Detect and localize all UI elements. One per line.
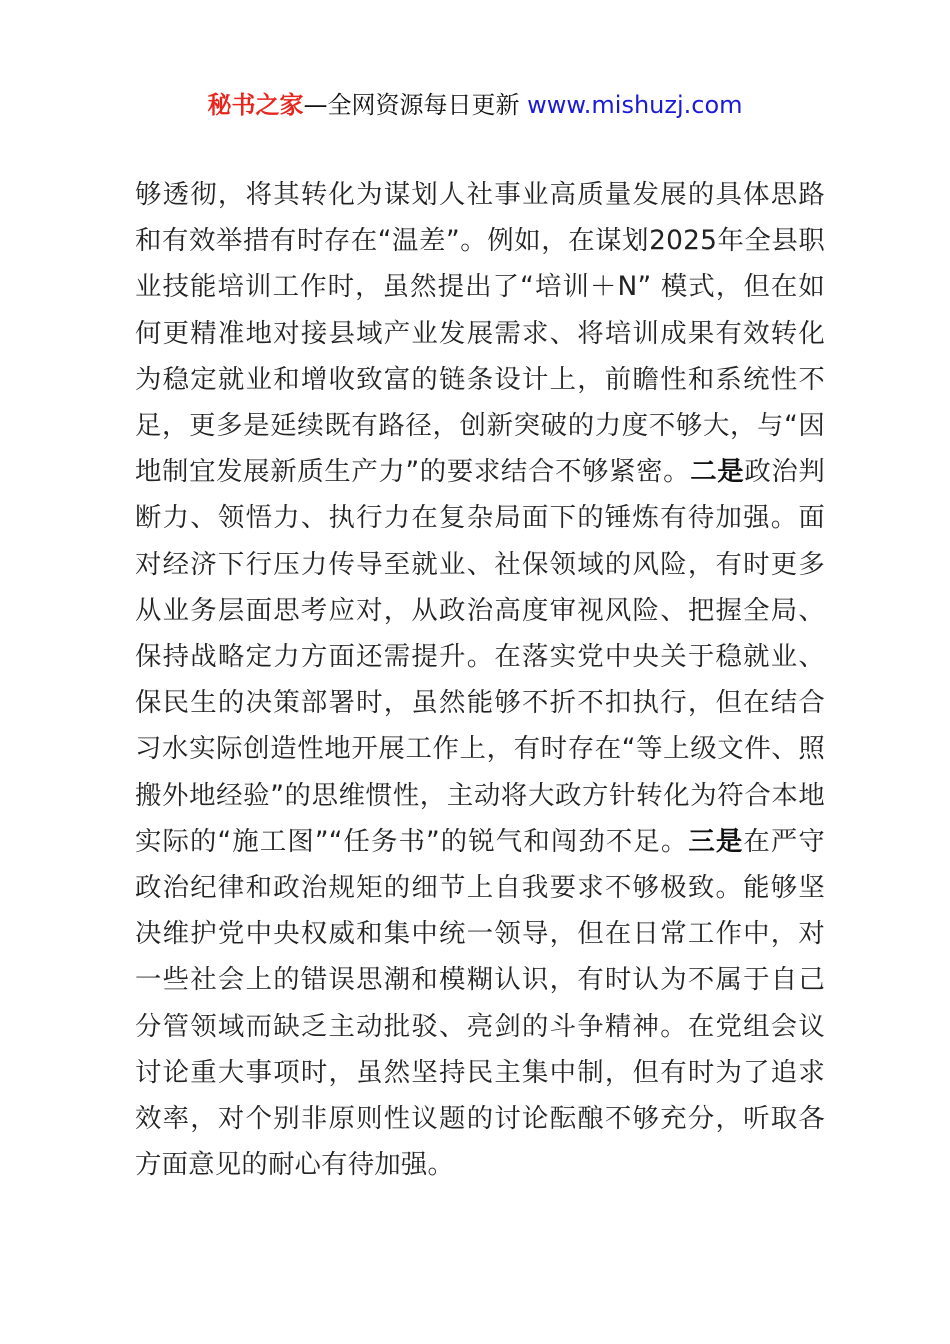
paragraph-segment-2: 政治判断力、领悟力、执行力在复杂局面下的锤炼有待加强。面对经济下行压力传导至就业、社保领域的风险，有时更多从业务层面思考应对，从政治高度审视风险、把握全局、保持战略定力方面还需提升。在落实党中央关于稳就业、保民生的决策部署时，虽然能够不折不扣执行，但在结合习水实际创造性地开展工作上，有时存在“等上级文件、照搬外地经验”的思维惯性，主动将大政方针转化为符合本地实际的“施工图”“任务书”的锐气和闯劲不足。 (135, 456, 825, 857)
site-url-link[interactable]: www.mishuzj.com (527, 91, 743, 119)
paragraph-segment-1: 够透彻，将其转化为谋划人社事业高质量发展的具体思路和有效举措有时存在“温差”。例如，在谋划2025年全县职业技能培训工作时，虽然提出了“培训＋N” 模式，但在如何更精准地对接县域产业发展需求、将培训成果有效转化为稳定就业和增收致富的链条设计上，前瞻性和系统性不足，更多是延续既有路径，创新突破的力度不够大，与“因地制宜发展新质生产力”的要求结合不够紧密。 (135, 179, 825, 488)
paragraph-segment-3: 在严守政治纪律和政治规矩的细节上自我要求不够极致。能够坚决维护党中央权威和集中统一领导，但在日常工作中，对一些社会上的错误思潮和模糊认识，有时认为不属于自己分管领域而缺乏主动批驳、亮剑的斗争精神。在党组会议讨论重大事项时，虽然坚持民主集中制，但有时为了追求效率，对个别非原则性议题的讨论酝酿不够充分，听取各方面意见的耐心有待加强。 (135, 825, 825, 1181)
brand-name: 秘书之家 (207, 91, 304, 119)
header-tagline: —全网资源每日更新 (303, 91, 520, 119)
point-label-three: 三是 (688, 825, 744, 857)
point-label-two: 二是 (690, 456, 745, 488)
page-header (0, 88, 950, 122)
body-paragraph (135, 172, 825, 1188)
